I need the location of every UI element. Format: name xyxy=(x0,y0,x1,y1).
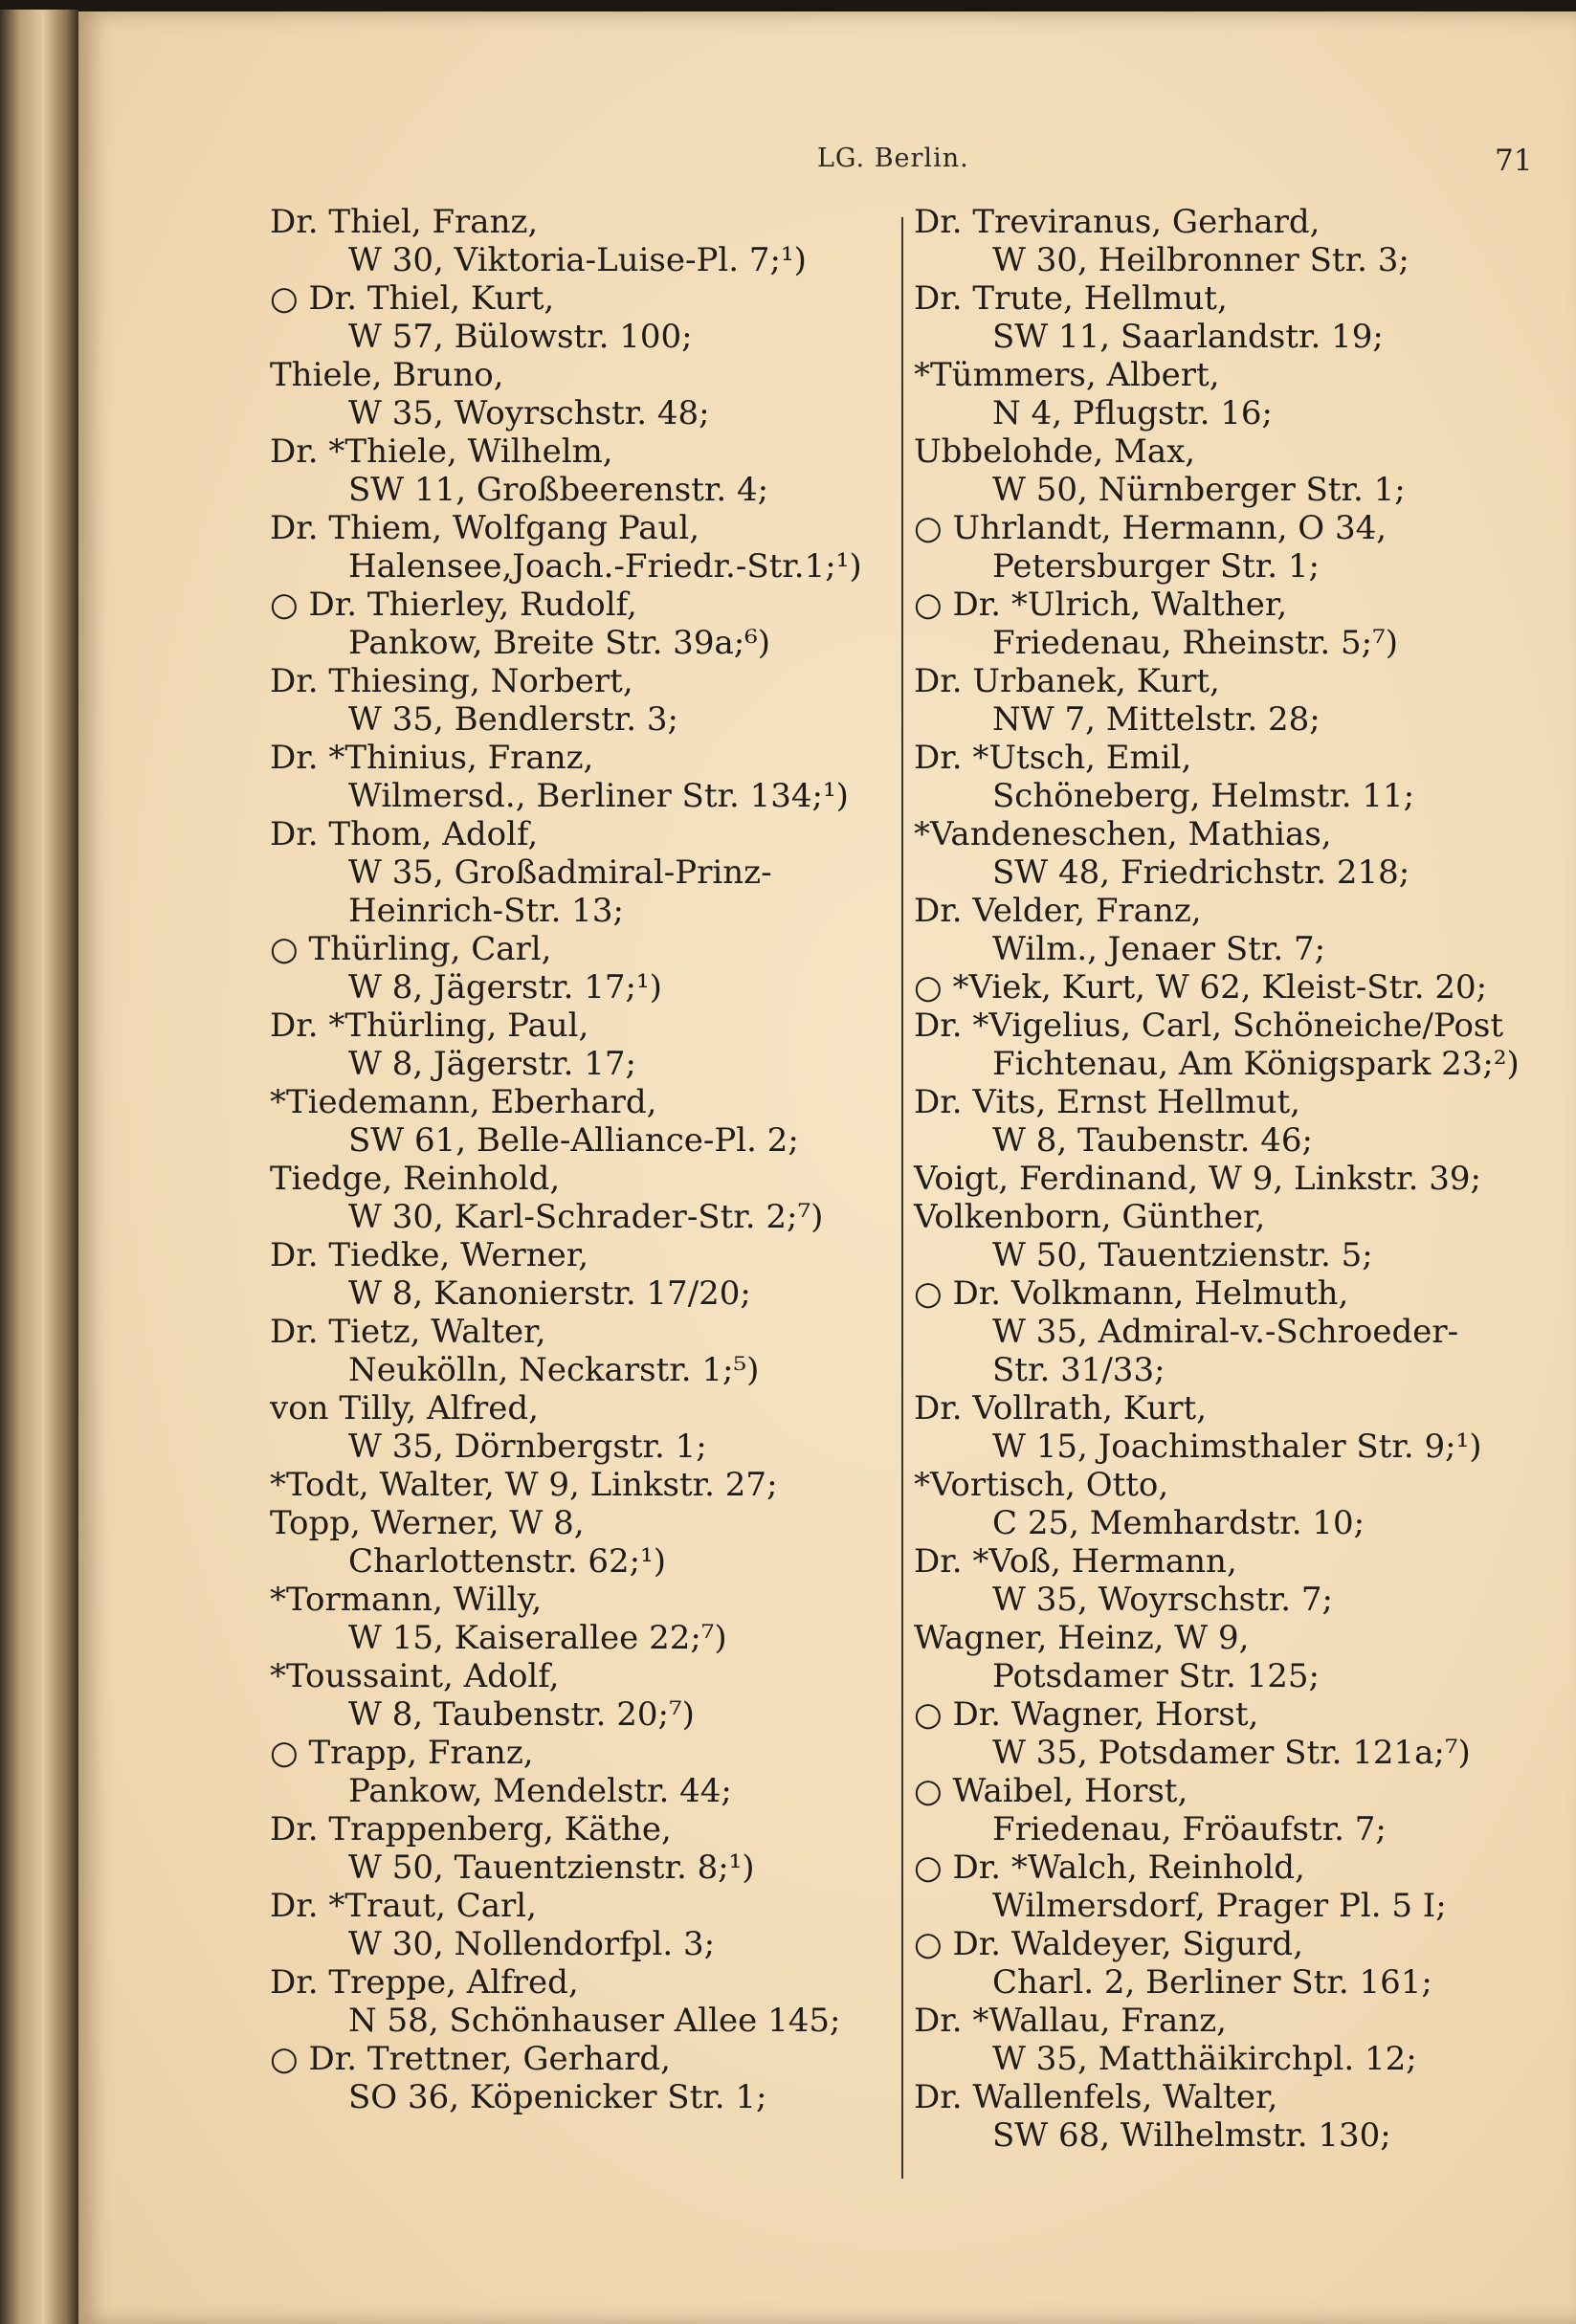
entry-name-line: ○ Waibel, Horst, xyxy=(914,1772,1188,1810)
directory-entry xyxy=(914,739,1536,815)
entry-address-line: Halensee,Joach.-Friedr.-Str.1;¹) xyxy=(348,547,862,586)
entry-name-line: Dr. Tiedke, Werner, xyxy=(270,1236,589,1274)
entry-name-line: Dr. Urbanek, Kurt, xyxy=(914,662,1220,700)
entry-name-line: Dr. Vits, Ernst Hellmut, xyxy=(914,1083,1300,1121)
column-divider xyxy=(901,217,903,2179)
entry-name-line: Dr. *Vigelius, Carl, Schöneiche/Post xyxy=(914,1007,1504,1045)
entry-name-line: Topp, Werner, W 8, xyxy=(270,1504,585,1542)
entry-address-line: SW 11, Saarlandstr. 19; xyxy=(992,318,1384,356)
entry-address-line: W 8, Taubenstr. 20;⁷) xyxy=(348,1695,695,1734)
entry-address-line: Friedenau, Rheinstr. 5;⁷) xyxy=(992,624,1399,662)
entry-address-line: W 8, Jägerstr. 17;¹) xyxy=(348,968,662,1007)
entry-address-line: W 35, Admiral-v.-Schroeder- xyxy=(992,1313,1459,1351)
entry-address-line: W 30, Karl-Schrader-Str. 2;⁷) xyxy=(348,1198,824,1236)
entry-name-line: ○ Dr. Volkmann, Helmuth, xyxy=(914,1274,1349,1313)
entry-name-line: *Tormann, Willy, xyxy=(270,1581,543,1619)
directory-entry xyxy=(914,2002,1536,2078)
entry-name-line: Dr. Thom, Adolf, xyxy=(270,815,539,853)
directory-entry xyxy=(270,432,892,509)
entry-address-line: Neukölln, Neckarstr. 1;⁵) xyxy=(348,1351,760,1389)
directory-entry xyxy=(270,1389,892,1466)
entry-name-line: ○ Dr. Trettner, Gerhard, xyxy=(270,2040,671,2078)
directory-entry xyxy=(914,1542,1536,1619)
directory-entry xyxy=(914,1848,1536,1925)
entry-name-line: ○ *Viek, Kurt, W 62, Kleist-Str. 20; xyxy=(914,968,1488,1007)
entry-name-line: Dr. *Utsch, Emil, xyxy=(914,739,1192,777)
entry-address-line: W 35, Potsdamer Str. 121a;⁷) xyxy=(992,1734,1471,1772)
directory-entry xyxy=(914,2078,1536,2155)
entry-name-line: Dr. *Wallau, Franz, xyxy=(914,2002,1227,2040)
directory-entry xyxy=(270,1657,892,1734)
directory-entry xyxy=(270,1963,892,2040)
directory-entry xyxy=(270,1810,892,1887)
directory-entry xyxy=(270,1007,892,1083)
entry-address-line: W 35, Matthäikirchpl. 12; xyxy=(992,2040,1417,2078)
entry-name-line: *Vandeneschen, Mathias, xyxy=(914,815,1332,853)
entry-name-line: Tiedge, Reinhold, xyxy=(270,1160,561,1198)
entry-name-line: *Tiedemann, Eberhard, xyxy=(270,1083,657,1121)
entry-name-line: Dr. *Thinius, Franz, xyxy=(270,739,594,777)
directory-entry xyxy=(270,1083,892,1160)
entry-address-line: C 25, Memhardstr. 10; xyxy=(992,1504,1365,1542)
entry-name-line: von Tilly, Alfred, xyxy=(270,1389,539,1428)
directory-entry xyxy=(270,586,892,662)
entry-address-line: Charl. 2, Berliner Str. 161; xyxy=(992,1963,1432,2002)
directory-entry xyxy=(914,509,1536,586)
entry-address-line: W 57, Bülowstr. 100; xyxy=(348,318,693,356)
entry-name-line: Dr. *Traut, Carl, xyxy=(270,1887,537,1925)
directory-entry xyxy=(914,892,1536,968)
directory-entry xyxy=(270,356,892,432)
entry-name-line: Dr. Trappenberg, Käthe, xyxy=(270,1810,672,1848)
entry-address-line: SW 48, Friedrichstr. 218; xyxy=(992,853,1410,892)
entry-address-line: Friedenau, Fröaufstr. 7; xyxy=(992,1810,1387,1848)
entry-name-line: *Todt, Walter, W 9, Linkstr. 27; xyxy=(270,1466,778,1504)
entry-name-line: ○ Uhrlandt, Hermann, O 34, xyxy=(914,509,1387,547)
entry-name-line: Dr. *Voß, Hermann, xyxy=(914,1542,1237,1581)
entry-address-line: W 15, Kaiserallee 22;⁷) xyxy=(348,1619,727,1657)
entry-address-line: W 50, Tauentzienstr. 5; xyxy=(992,1236,1373,1274)
directory-entry xyxy=(914,1695,1536,1772)
entry-address-line: SW 61, Belle-Alliance-Pl. 2; xyxy=(348,1121,799,1160)
entry-name-line: Thiele, Bruno, xyxy=(270,356,504,394)
entry-name-line: Dr. Velder, Franz, xyxy=(914,892,1202,930)
directory-entry xyxy=(270,1313,892,1389)
directory-entry xyxy=(914,432,1536,509)
directory-entry xyxy=(914,815,1536,892)
entry-name-line: ○ Dr. Thierley, Rudolf, xyxy=(270,586,637,624)
entry-name-line: Dr. Trute, Hellmut, xyxy=(914,279,1228,318)
directory-entry xyxy=(270,1734,892,1810)
entry-address-line: Schöneberg, Helmstr. 11; xyxy=(992,777,1415,815)
directory-entry xyxy=(914,1007,1536,1083)
entry-address-line: SW 11, Großbeerenstr. 4; xyxy=(348,471,769,509)
entry-address-line: W 50, Tauentzienstr. 8;¹) xyxy=(348,1848,755,1887)
entry-address-line: Pankow, Breite Str. 39a;⁶) xyxy=(348,624,771,662)
running-head: LG. Berlin. xyxy=(817,144,969,173)
directory-entry xyxy=(914,968,1536,1007)
directory-entry xyxy=(914,1160,1536,1198)
directory-entry xyxy=(270,815,892,930)
right-column xyxy=(914,203,1536,2155)
entry-name-line: Ubbelohde, Max, xyxy=(914,432,1196,471)
entry-name-line: *Vortisch, Otto, xyxy=(914,1466,1169,1504)
entry-address-line: N 58, Schönhauser Allee 145; xyxy=(348,2002,841,2040)
entry-address-line: W 8, Taubenstr. 46; xyxy=(992,1121,1313,1160)
entry-name-line: Dr. Vollrath, Kurt, xyxy=(914,1389,1208,1428)
entry-address-line: W 8, Jägerstr. 17; xyxy=(348,1045,637,1083)
directory-entry xyxy=(914,1772,1536,1848)
entry-name-line: Wagner, Heinz, W 9, xyxy=(914,1619,1250,1657)
entry-address-line: W 35, Bendlerstr. 3; xyxy=(348,700,678,739)
directory-entry xyxy=(270,1887,892,1963)
entry-name-line: ○ Dr. *Walch, Reinhold, xyxy=(914,1848,1305,1887)
entry-name-line: Voigt, Ferdinand, W 9, Linkstr. 39; xyxy=(914,1160,1481,1198)
entry-address-line: N 4, Pflugstr. 16; xyxy=(992,394,1273,432)
entry-address-line: W 35, Großadmiral-Prinz- xyxy=(348,853,772,892)
entry-address-line: Charlottenstr. 62;¹) xyxy=(348,1542,666,1581)
entry-address-line: Fichtenau, Am Königspark 23;²) xyxy=(992,1045,1520,1083)
page-header xyxy=(78,144,1576,182)
directory-entry xyxy=(270,1466,892,1504)
entry-name-line: Dr. *Thürling, Paul, xyxy=(270,1007,589,1045)
entry-name-line: *Tümmers, Albert, xyxy=(914,356,1220,394)
directory-entry xyxy=(270,1160,892,1236)
left-column xyxy=(270,203,892,2116)
directory-entry xyxy=(270,1581,892,1657)
entry-name-line: ○ Dr. *Ulrich, Walther, xyxy=(914,586,1288,624)
entry-address-line: W 50, Nürnberger Str. 1; xyxy=(992,471,1406,509)
directory-entry xyxy=(914,1619,1536,1695)
entry-address-line: W 30, Heilbronner Str. 3; xyxy=(992,241,1410,279)
entry-address-line: W 30, Nollendorfpl. 3; xyxy=(348,1925,716,1963)
directory-entry xyxy=(914,203,1536,279)
directory-entry xyxy=(270,662,892,739)
entry-address-line: Wilm., Jenaer Str. 7; xyxy=(992,930,1326,968)
entry-name-line: Dr. Wallenfels, Walter, xyxy=(914,2078,1278,2116)
entry-address-line: W 8, Kanonierstr. 17/20; xyxy=(348,1274,751,1313)
page-number: 71 xyxy=(1495,144,1533,178)
entry-address-line: W 35, Dörnbergstr. 1; xyxy=(348,1428,707,1466)
entry-name-line: Dr. Thiem, Wolfgang Paul, xyxy=(270,509,700,547)
entry-name-line: Dr. *Thiele, Wilhelm, xyxy=(270,432,613,471)
entry-address-line: Potsdamer Str. 125; xyxy=(992,1657,1320,1695)
entry-address-line: W 15, Joachimsthaler Str. 9;¹) xyxy=(992,1428,1482,1466)
directory-entry xyxy=(914,1274,1536,1389)
facing-page-edge xyxy=(0,10,78,2324)
entry-address-line: Wilmersdorf, Prager Pl. 5 I; xyxy=(992,1887,1447,1925)
entry-name-line: Dr. Thiesing, Norbert, xyxy=(270,662,633,700)
entry-name-line: ○ Dr. Waldeyer, Sigurd, xyxy=(914,1925,1304,1963)
entry-address-line: Wilmersd., Berliner Str. 134;¹) xyxy=(348,777,849,815)
entry-address-line: Str. 31/33; xyxy=(992,1351,1165,1389)
entry-name-line: ○ Trapp, Franz, xyxy=(270,1734,534,1772)
directory-entry xyxy=(914,586,1536,662)
book-page xyxy=(78,11,1576,2324)
entry-address-line: Pankow, Mendelstr. 44; xyxy=(348,1772,732,1810)
directory-entry xyxy=(914,356,1536,432)
entry-address-line: W 30, Viktoria-Luise-Pl. 7;¹) xyxy=(348,241,807,279)
entry-name-line: *Toussaint, Adolf, xyxy=(270,1657,560,1695)
entry-address-line: W 35, Woyrschstr. 7; xyxy=(992,1581,1333,1619)
entry-name-line: ○ Dr. Thiel, Kurt, xyxy=(270,279,555,318)
directory-entry xyxy=(914,279,1536,356)
directory-entry xyxy=(914,1198,1536,1274)
entry-name-line: ○ Dr. Wagner, Horst, xyxy=(914,1695,1259,1734)
directory-entry xyxy=(914,662,1536,739)
directory-entry xyxy=(270,930,892,1007)
directory-entry xyxy=(914,1389,1536,1466)
entry-name-line: Dr. Treviranus, Gerhard, xyxy=(914,203,1321,241)
directory-entry xyxy=(914,1925,1536,2002)
directory-entry xyxy=(914,1083,1536,1160)
entry-name-line: Dr. Thiel, Franz, xyxy=(270,203,539,241)
directory-entry xyxy=(270,739,892,815)
directory-entry xyxy=(914,1466,1536,1542)
directory-entry xyxy=(270,2040,892,2116)
directory-entry xyxy=(270,1504,892,1581)
directory-entry xyxy=(270,279,892,356)
entry-address-line: SO 36, Köpenicker Str. 1; xyxy=(348,2078,767,2116)
entry-address-line: NW 7, Mittelstr. 28; xyxy=(992,700,1321,739)
directory-entry xyxy=(270,1236,892,1313)
entry-address-line: Heinrich-Str. 13; xyxy=(348,892,624,930)
entry-address-line: Petersburger Str. 1; xyxy=(992,547,1320,586)
entry-name-line: ○ Thürling, Carl, xyxy=(270,930,552,968)
entry-name-line: Dr. Treppe, Alfred, xyxy=(270,1963,579,2002)
directory-entry xyxy=(270,509,892,586)
entry-address-line: SW 68, Wilhelmstr. 130; xyxy=(992,2116,1391,2155)
directory-entry xyxy=(270,203,892,279)
entry-name-line: Dr. Tietz, Walter, xyxy=(270,1313,546,1351)
entry-address-line: W 35, Woyrschstr. 48; xyxy=(348,394,710,432)
entry-name-line: Volkenborn, Günther, xyxy=(914,1198,1266,1236)
